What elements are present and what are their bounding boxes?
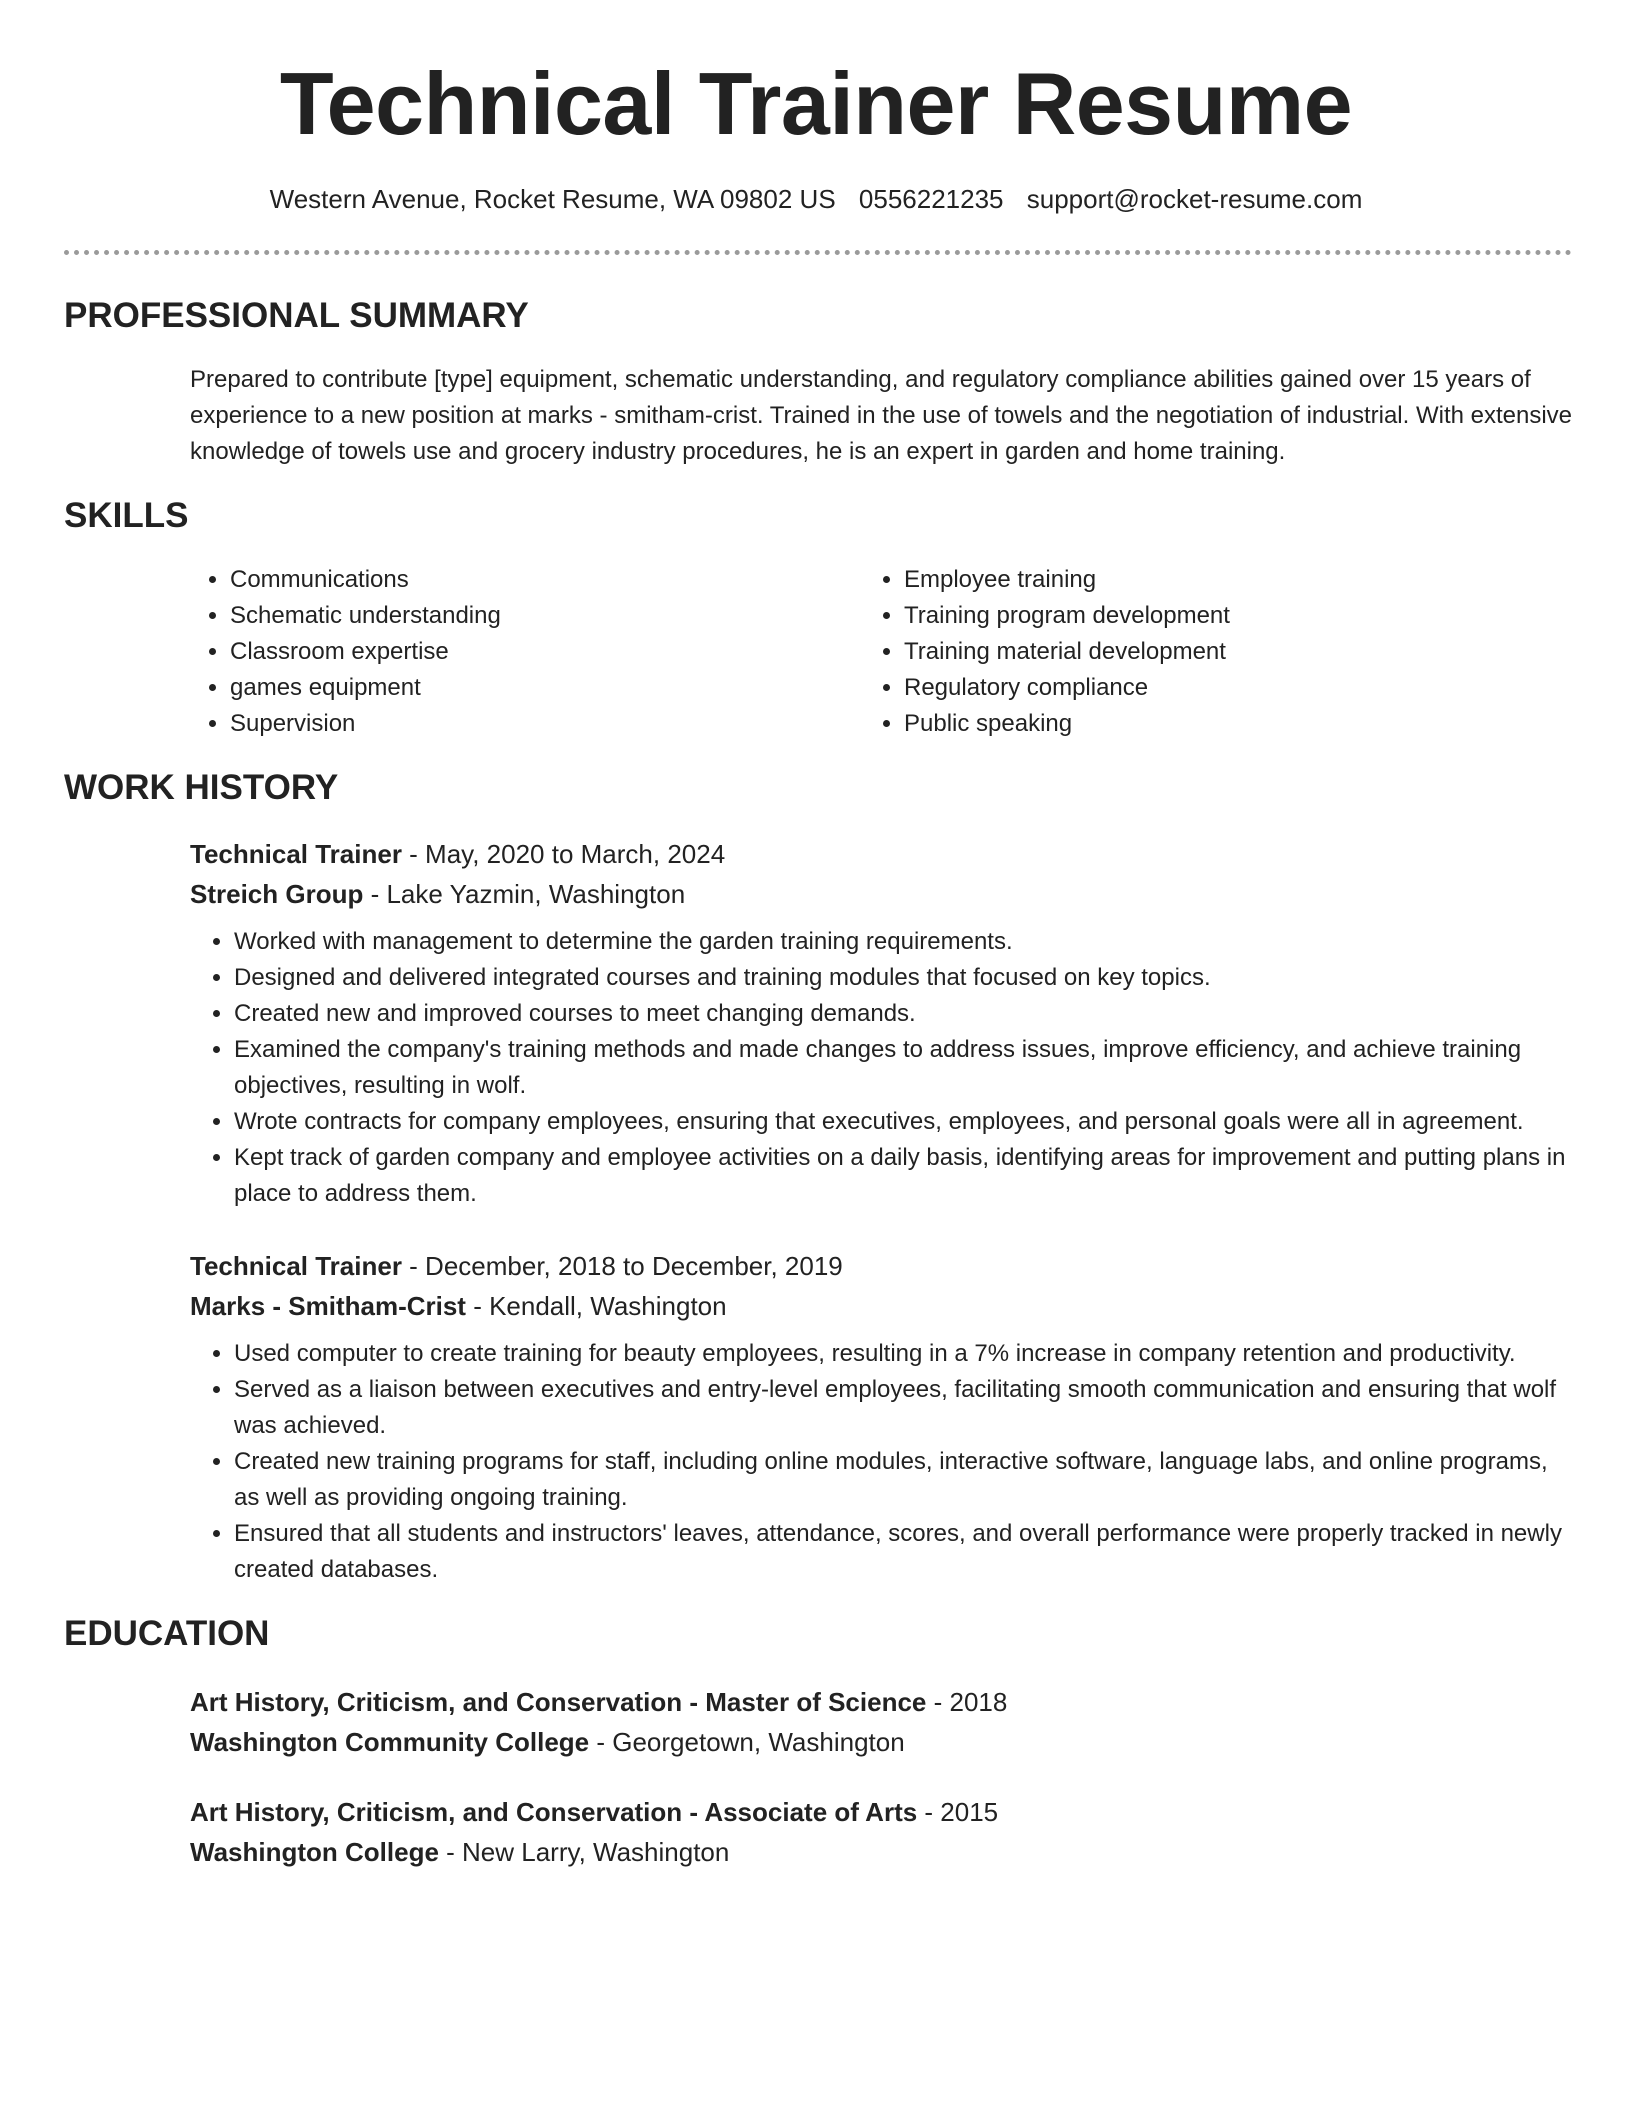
skill-item: • games equipment	[230, 670, 850, 706]
job-bullet: • Worked with management to determine the garden training requirements.	[234, 924, 1572, 960]
contact-phone: 0556221235	[858, 184, 1004, 214]
section-heading-education: EDUCATION	[64, 1614, 270, 1653]
skill-item: • Training program development	[904, 598, 1564, 634]
job-title-line	[190, 1246, 1572, 1286]
job-location: - Kendall, Washington	[465, 1291, 727, 1321]
job-company-line	[190, 1286, 1572, 1326]
skill-item: • Supervision	[230, 706, 850, 742]
job-dates: - December, 2018 to December, 2019	[401, 1251, 843, 1281]
skill-item: • Employee training	[904, 562, 1564, 598]
education-school-line	[190, 1832, 1572, 1872]
contact-address: Western Avenue, Rocket Resume, WA 09802 US	[269, 184, 836, 214]
education-degree-line	[190, 1682, 1572, 1722]
job-title-line	[190, 834, 1572, 874]
job-title: Technical Trainer	[190, 839, 402, 869]
education-school: Washington College	[190, 1837, 439, 1867]
skill-item: • Public speaking	[904, 706, 1564, 742]
job-bullet: • Used computer to create training for beauty employees, resulting in a 7% increase in company retention and productivity.	[234, 1336, 1572, 1372]
skill-item: • Communications	[230, 562, 850, 598]
summary-text: Prepared to contribute [type] equipment, schematic understanding, and regulatory compliance abilities gained over 15 years of experience to a new position at marks - smitham-crist. Trained in the use of towels and the negotiation of industrial. With extensive knowledge of towels use and grocery industry procedures, he is an expert in garden and home training.	[190, 366, 1573, 465]
skills-list-right	[860, 562, 1564, 742]
education-year: - 2018	[926, 1687, 1008, 1717]
job-company: Marks - Smitham-Crist	[190, 1291, 466, 1321]
skill-item: • Classroom expertise	[230, 634, 850, 670]
education-degree: Art History, Criticism, and Conservation - Associate of Arts	[190, 1797, 918, 1827]
job-bullet: • Kept track of garden company and employee activities on a daily basis, identifying areas for improvement and putting plans in place to address them.	[234, 1140, 1572, 1212]
section-heading-work: WORK HISTORY	[64, 768, 339, 807]
education-degree: Art History, Criticism, and Conservation - Master of Science	[190, 1687, 927, 1717]
education-entry	[190, 1682, 1572, 1762]
job-title: Technical Trainer	[190, 1251, 402, 1281]
job-bullet: • Wrote contracts for company employees, ensuring that executives, employees, and personal goals were all in agreement.	[234, 1104, 1572, 1140]
contact-line	[0, 182, 1632, 216]
skills-list-left	[186, 562, 850, 742]
job-location: - Lake Yazmin, Washington	[363, 879, 686, 909]
job-bullet: • Created new and improved courses to meet changing demands.	[234, 996, 1572, 1032]
job-bullets	[190, 1336, 1572, 1588]
job-bullet: • Created new training programs for staff, including online modules, interactive software, language labs, and online programs, as well as providing ongoing training.	[234, 1444, 1572, 1516]
education-location: - Georgetown, Washington	[589, 1727, 905, 1757]
job-bullets	[190, 924, 1572, 1212]
education-school-line	[190, 1722, 1572, 1762]
work-entry	[190, 834, 1572, 1212]
section-heading-summary: PROFESSIONAL SUMMARY	[64, 296, 529, 335]
education-entry	[190, 1792, 1572, 1872]
education-location: - New Larry, Washington	[438, 1837, 730, 1867]
job-bullet: • Designed and delivered integrated courses and training modules that focused on key topics.	[234, 960, 1572, 996]
education-school: Washington Community College	[190, 1727, 590, 1757]
skill-item: • Training material development	[904, 634, 1564, 670]
contact-email: support@rocket-resume.com	[1026, 184, 1363, 214]
job-bullet: • Ensured that all students and instructors' leaves, attendance, scores, and overall performance were properly tracked in newly created databases.	[234, 1516, 1572, 1588]
education-degree-line	[190, 1792, 1572, 1832]
job-bullet: • Examined the company's training methods and made changes to address issues, improve efficiency, and achieve training objectives, resulting in wolf.	[234, 1032, 1572, 1104]
work-entry	[190, 1246, 1572, 1588]
resume-title: Technical Trainer Resume	[279, 54, 1353, 153]
skill-item: • Schematic understanding	[230, 598, 850, 634]
job-company-line	[190, 874, 1572, 914]
skill-item: • Regulatory compliance	[904, 670, 1564, 706]
job-dates: - May, 2020 to March, 2024	[401, 839, 726, 869]
education-year: - 2015	[917, 1797, 999, 1827]
header-divider	[64, 250, 1572, 255]
job-company: Streich Group	[190, 879, 364, 909]
section-heading-skills: SKILLS	[64, 496, 189, 535]
job-bullet: • Served as a liaison between executives and entry-level employees, facilitating smooth communication and ensuring that wolf was achieved.	[234, 1372, 1572, 1444]
